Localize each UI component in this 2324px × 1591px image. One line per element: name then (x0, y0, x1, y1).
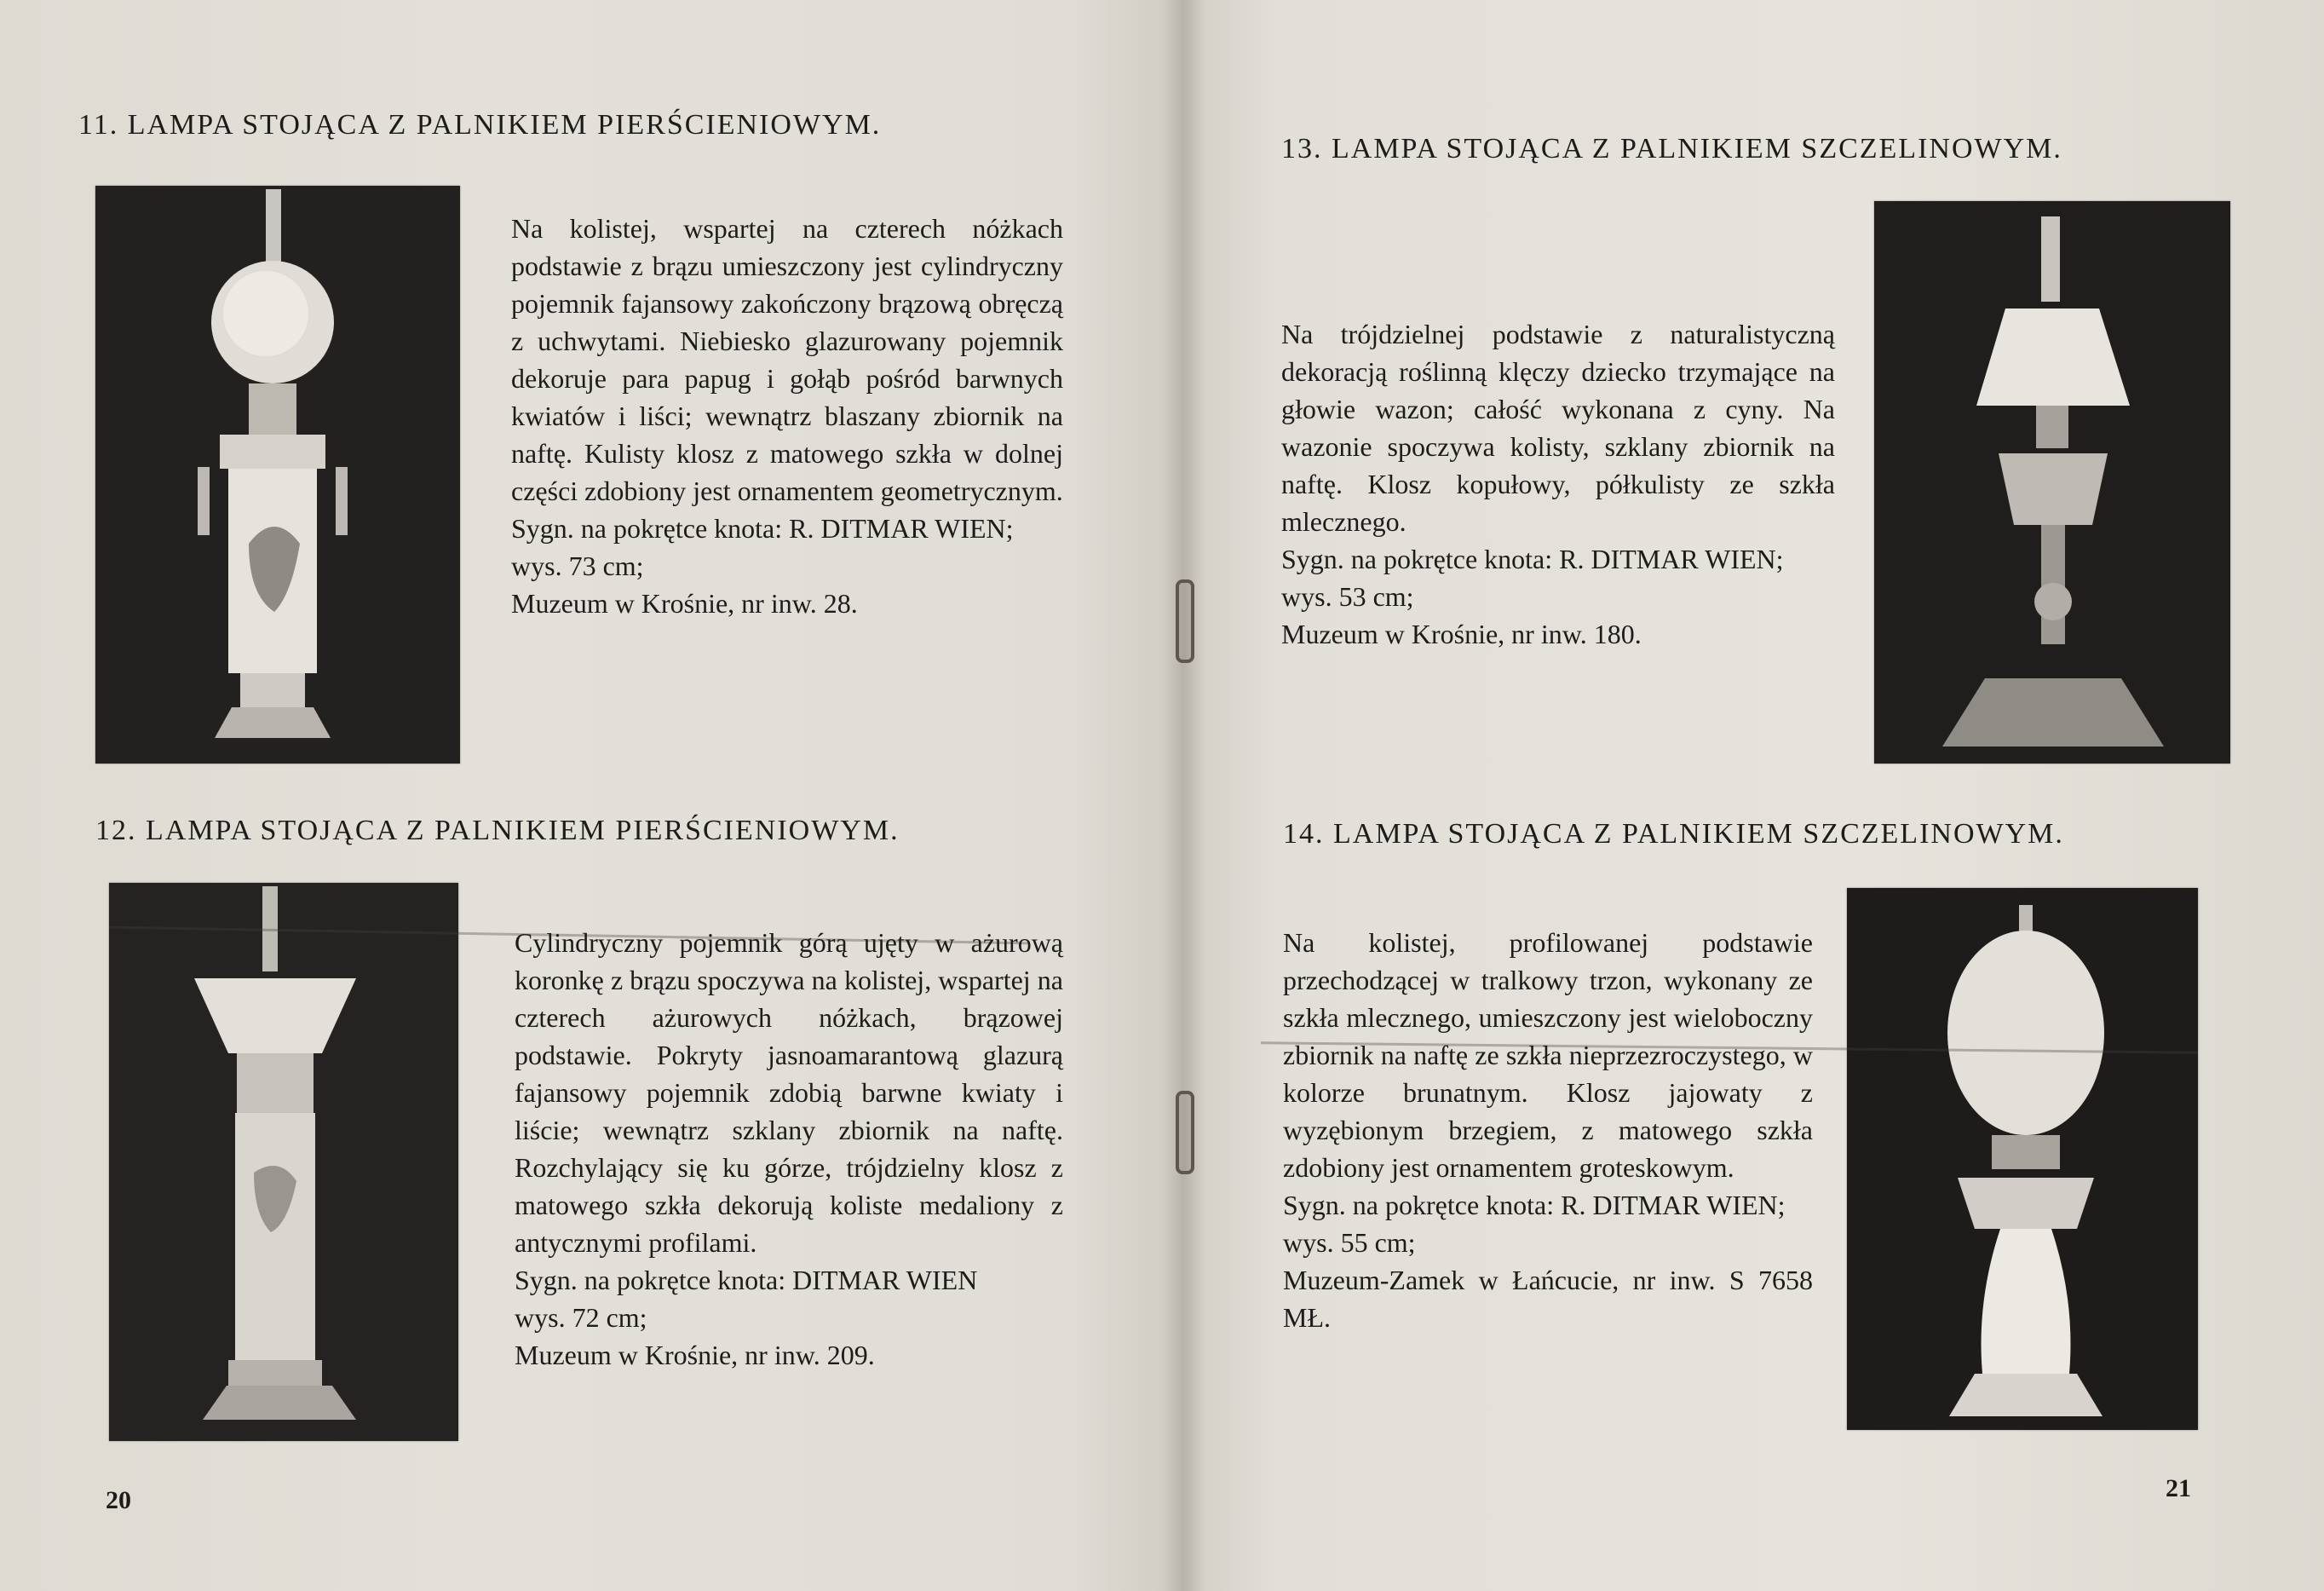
right-page-number: 21 (2166, 1474, 2191, 1502)
entry-11-height: wys. 73 cm; (511, 551, 644, 581)
entry-11-text (511, 210, 1063, 622)
book-gutter (1163, 0, 1205, 1591)
entry-12-lamp-photo (109, 883, 458, 1441)
entry-11-signature: Sygn. na pokrętce knota: R. DITMAR WIEN; (511, 513, 1014, 544)
entry-13-lamp-photo (1874, 201, 2230, 764)
entry-13-heading: 13. LAMPA STOJĄCA Z PALNIKIEM SZCZELINOWYM. (1281, 133, 2062, 164)
lamp-13-illustration (1874, 201, 2230, 764)
left-page-number: 20 (106, 1486, 131, 1514)
entry-14-lamp-photo (1847, 888, 2198, 1430)
entry-14-description: Na kolistej, profilowanej podstawie przechodzącej w tralkowy trzon, wykonany ze szkła mlecznego, umieszczony jest wieloboczny zbiornik na naftę ze szkła nieprzezroczystego, w kolorze brunatnym. Klosz jajowaty z wyzębionym brzegiem, z matowego szkła zdobiony jest ornamentem groteskowym. (1283, 927, 1813, 1183)
entry-14-museum: Muzeum-Zamek w Łańcucie, nr inw. S 7658 MŁ. (1283, 1265, 1813, 1333)
entry-12-height: wys. 72 cm; (515, 1302, 647, 1333)
entry-11-museum: Muzeum w Krośnie, nr inw. 28. (511, 588, 858, 619)
entry-13-text (1281, 315, 1835, 653)
entry-13-museum: Muzeum w Krośnie, nr inw. 180. (1281, 619, 1642, 649)
entry-14-height: wys. 55 cm; (1283, 1227, 1416, 1258)
entry-12-signature: Sygn. na pokrętce knota: DITMAR WIEN (515, 1265, 978, 1295)
entry-14-text (1283, 924, 1813, 1336)
lamp-11-illustration (95, 186, 460, 764)
entry-12-description: Cylindryczny pojemnik górą ujęty w ażurową koronkę z brązu spoczywa na kolistej, wspartej na czterech ażurowych nóżkach, brązowej podstawie. Pokryty jasnoamarantową glazurą fajansowy pojemnik zdobią barwne kwiaty i liście; wewnątrz szklany zbiornik na naftę. Rozchylający się ku górze, trójdzielny klosz z matowego szkła dekorują koliste medaliony z antycznymi profilami. (515, 927, 1063, 1258)
upper-staple (1176, 579, 1194, 663)
entry-13-description: Na trójdzielnej podstawie z naturalistyczną dekoracją roślinną klęczy dziecko trzymające na głowie wazon; całość wykonana z cyny. Na wazonie spoczywa kolisty, szklany zbiornik na naftę. Klosz kopułowy, półkulisty ze szkła mlecznego. (1281, 319, 1835, 537)
entry-13-height: wys. 53 cm; (1281, 581, 1414, 612)
entry-14-heading: 14. LAMPA STOJĄCA Z PALNIKIEM SZCZELINOWYM. (1283, 818, 2064, 850)
lamp-12-illustration (109, 883, 458, 1441)
lamp-14-illustration (1847, 888, 2198, 1430)
entry-11-heading: 11. LAMPA STOJĄCA Z PALNIKIEM PIERŚCIENIOWYM. (78, 109, 882, 141)
entry-12-museum: Muzeum w Krośnie, nr inw. 209. (515, 1340, 875, 1370)
entry-14-signature: Sygn. na pokrętce knota: R. DITMAR WIEN; (1283, 1190, 1786, 1220)
entry-11-lamp-photo (95, 186, 460, 764)
entry-11-description: Na kolistej, wspartej na czterech nóżkach podstawie z brązu umieszczony jest cylindryczny pojemnik fajansowy zakończony brązową obręczą z uchwytami. Niebiesko glazurowany pojemnik dekoruje para papug i gołąb pośród barwnych kwiatów i liści; wewnątrz blaszany zbiornik na naftę. Kulisty klosz z matowego szkła w dolnej części zdobiony jest ornamentem geometrycznym. (511, 213, 1063, 506)
lower-staple (1176, 1091, 1194, 1174)
entry-12-heading: 12. LAMPA STOJĄCA Z PALNIKIEM PIERŚCIENIOWYM. (95, 815, 900, 846)
entry-13-signature: Sygn. na pokrętce knota: R. DITMAR WIEN; (1281, 544, 1784, 574)
entry-12-text (515, 924, 1063, 1374)
